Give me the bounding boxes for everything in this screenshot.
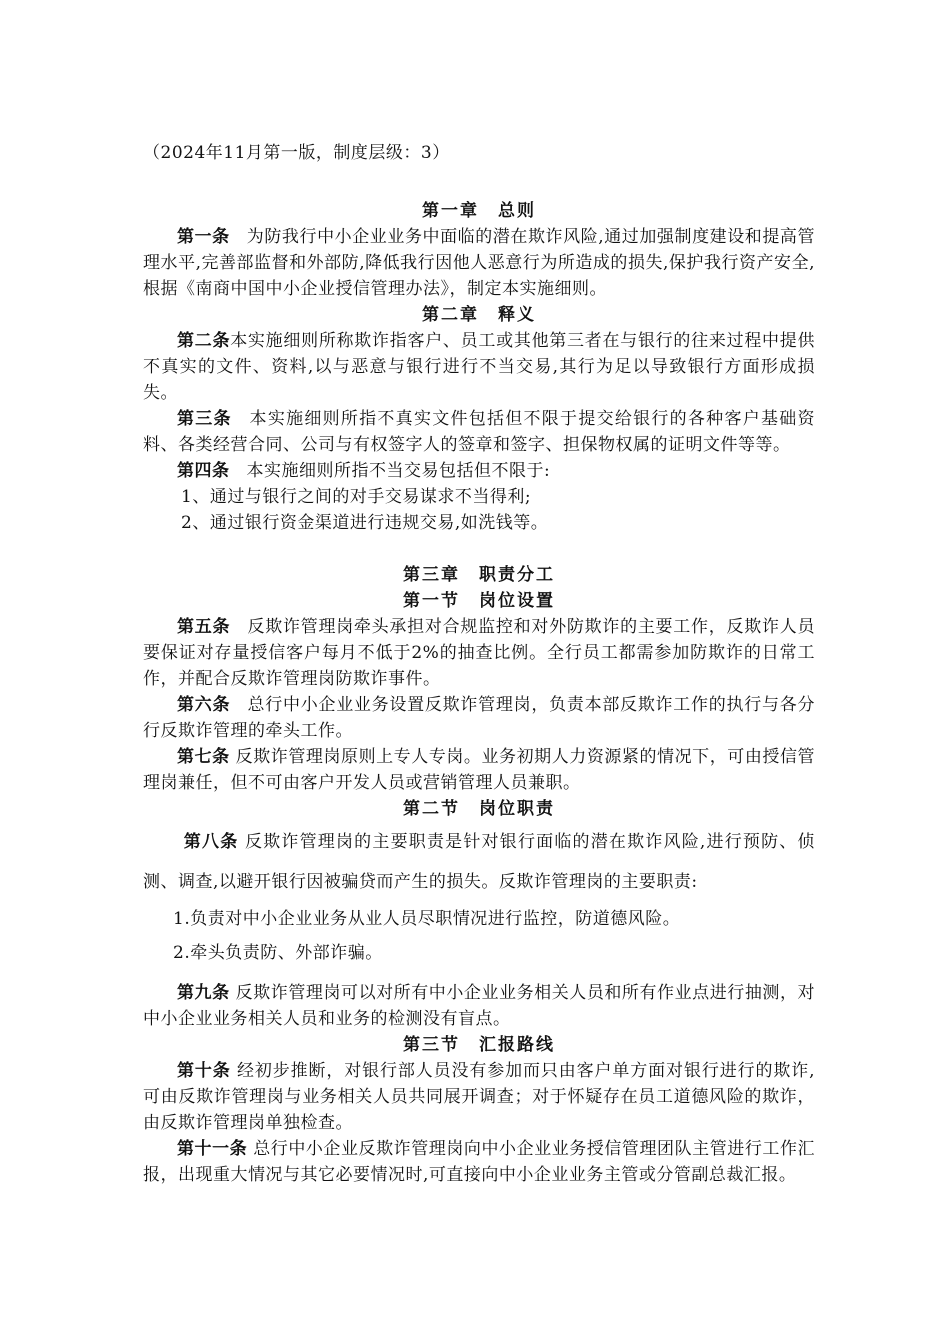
article-11 bbox=[143, 1136, 815, 1188]
article-5-text: 反欺诈管理岗牵头承担对合规监控和对外防欺诈的主要工作，反欺诈人员要保证对存量授信客户每月不低于2%的抽查比例。全行员工都需参加防欺诈的日常工作，并配合反欺诈管理岗防欺诈事件。 bbox=[143, 617, 816, 689]
article-10-text: 经初步推断，对银行部人员没有参加而只由客户单方面对银行进行的欺诈,可由反欺诈管理岗与业务相关人员共同展开调查；对于怀疑存在员工道德风险的欺诈，由反欺诈管理岗单独检查。 bbox=[143, 1061, 816, 1133]
article-7-text: 反欺诈管理岗原则上专人专岗。业务初期人力资源紧的情况下，可由授信管理岗兼任，但不可由客户开发人员或营销管理人员兼职。 bbox=[143, 747, 816, 793]
article-3-text: 本实施细则所指不真实文件包括但不限于提交给银行的各种客户基础资料、各类经营合同、公司与有权签字人的签章和签字、担保物权属的证明文件等等。 bbox=[143, 409, 816, 455]
article-3-label: 第三条 bbox=[177, 409, 232, 429]
section-1-title: 第一节 岗位设置 bbox=[403, 591, 555, 611]
article-7-label: 第七条 bbox=[177, 747, 230, 767]
article-4-item-2: 2、通过银行资金渠道进行违规交易,如洗钱等。 bbox=[181, 513, 549, 533]
chapter-3-title: 第三章 职责分工 bbox=[403, 565, 555, 585]
article-8-item-2: 2.牵头负责防、外部诈骗。 bbox=[173, 943, 383, 963]
article-8-item-1: 1.负责对中小企业业务从业人员尽职情况进行监控，防道德风险。 bbox=[173, 909, 681, 929]
document-body bbox=[143, 198, 815, 1188]
version-note: （2024年11月第一版，制度层级：3） bbox=[143, 143, 450, 163]
article-1 bbox=[143, 224, 815, 302]
article-10-label: 第十条 bbox=[177, 1061, 231, 1081]
article-11-label: 第十一条 bbox=[177, 1139, 248, 1159]
section-3-title: 第三节 汇报路线 bbox=[403, 1035, 555, 1055]
article-3 bbox=[143, 406, 815, 458]
article-5-label: 第五条 bbox=[177, 617, 231, 637]
article-10 bbox=[143, 1058, 815, 1136]
article-6-label: 第六条 bbox=[177, 695, 231, 715]
article-4-label: 第四条 bbox=[177, 461, 230, 481]
article-7 bbox=[143, 744, 815, 796]
article-8-text: 反欺诈管理岗的主要职责是针对银行面临的潜在欺诈风险,进行预防、侦测、调查,以避开银行因被骗贷而产生的损失。反欺诈管理岗的主要职责: bbox=[143, 832, 816, 892]
article-1-text: 为防我行中小企业业务中面临的潜在欺诈风险,通过加强制度建设和提高管理水平,完善部监督和外部防,降低我行因他人恶意行为所造成的损失,保护我行资产安全,根据《南商中国中小企业授信管理办法》，制定本实施细则。 bbox=[143, 227, 815, 299]
chapter-1-title: 第一章 总则 bbox=[422, 201, 536, 221]
article-9 bbox=[143, 980, 815, 1032]
article-9-text: 反欺诈管理岗可以对所有中小企业业务相关人员和所有作业点进行抽测，对中小企业业务相关人员和业务的检测没有盲点。 bbox=[143, 983, 816, 1029]
chapter-2-title: 第二章 释义 bbox=[422, 305, 536, 325]
section-2-title: 第二节 岗位职责 bbox=[403, 799, 555, 819]
article-8 bbox=[143, 822, 815, 902]
article-4-text: 本实施细则所指不当交易包括但不限于: bbox=[246, 461, 551, 481]
article-4 bbox=[143, 458, 815, 484]
article-5 bbox=[143, 614, 815, 692]
article-4-item-1: 1、通过与银行之间的对手交易谋求不当得利; bbox=[181, 487, 532, 507]
article-2 bbox=[143, 328, 815, 406]
article-9-label: 第九条 bbox=[177, 983, 230, 1003]
article-8-label: 第八条 bbox=[183, 832, 239, 852]
article-2-text: 本实施细则所称欺诈指客户、员工或其他第三者在与银行的往来过程中提供不真实的文件、资料,以与恶意与银行进行不当交易,其行为足以导致银行方面形成损失。 bbox=[143, 331, 816, 403]
article-2-label: 第二条 bbox=[177, 331, 231, 351]
article-11-text: 总行中小企业反欺诈管理岗向中小企业业务授信管理团队主管进行工作汇报，出现重大情况与其它必要情况时,可直接向中小企业业务主管或分管副总裁汇报。 bbox=[143, 1139, 816, 1185]
article-6 bbox=[143, 692, 815, 744]
article-6-text: 总行中小企业业务设置反欺诈管理岗，负责本部反欺诈工作的执行与各分行反欺诈管理的牵头工作。 bbox=[143, 695, 816, 741]
article-1-label: 第一条 bbox=[177, 227, 230, 247]
